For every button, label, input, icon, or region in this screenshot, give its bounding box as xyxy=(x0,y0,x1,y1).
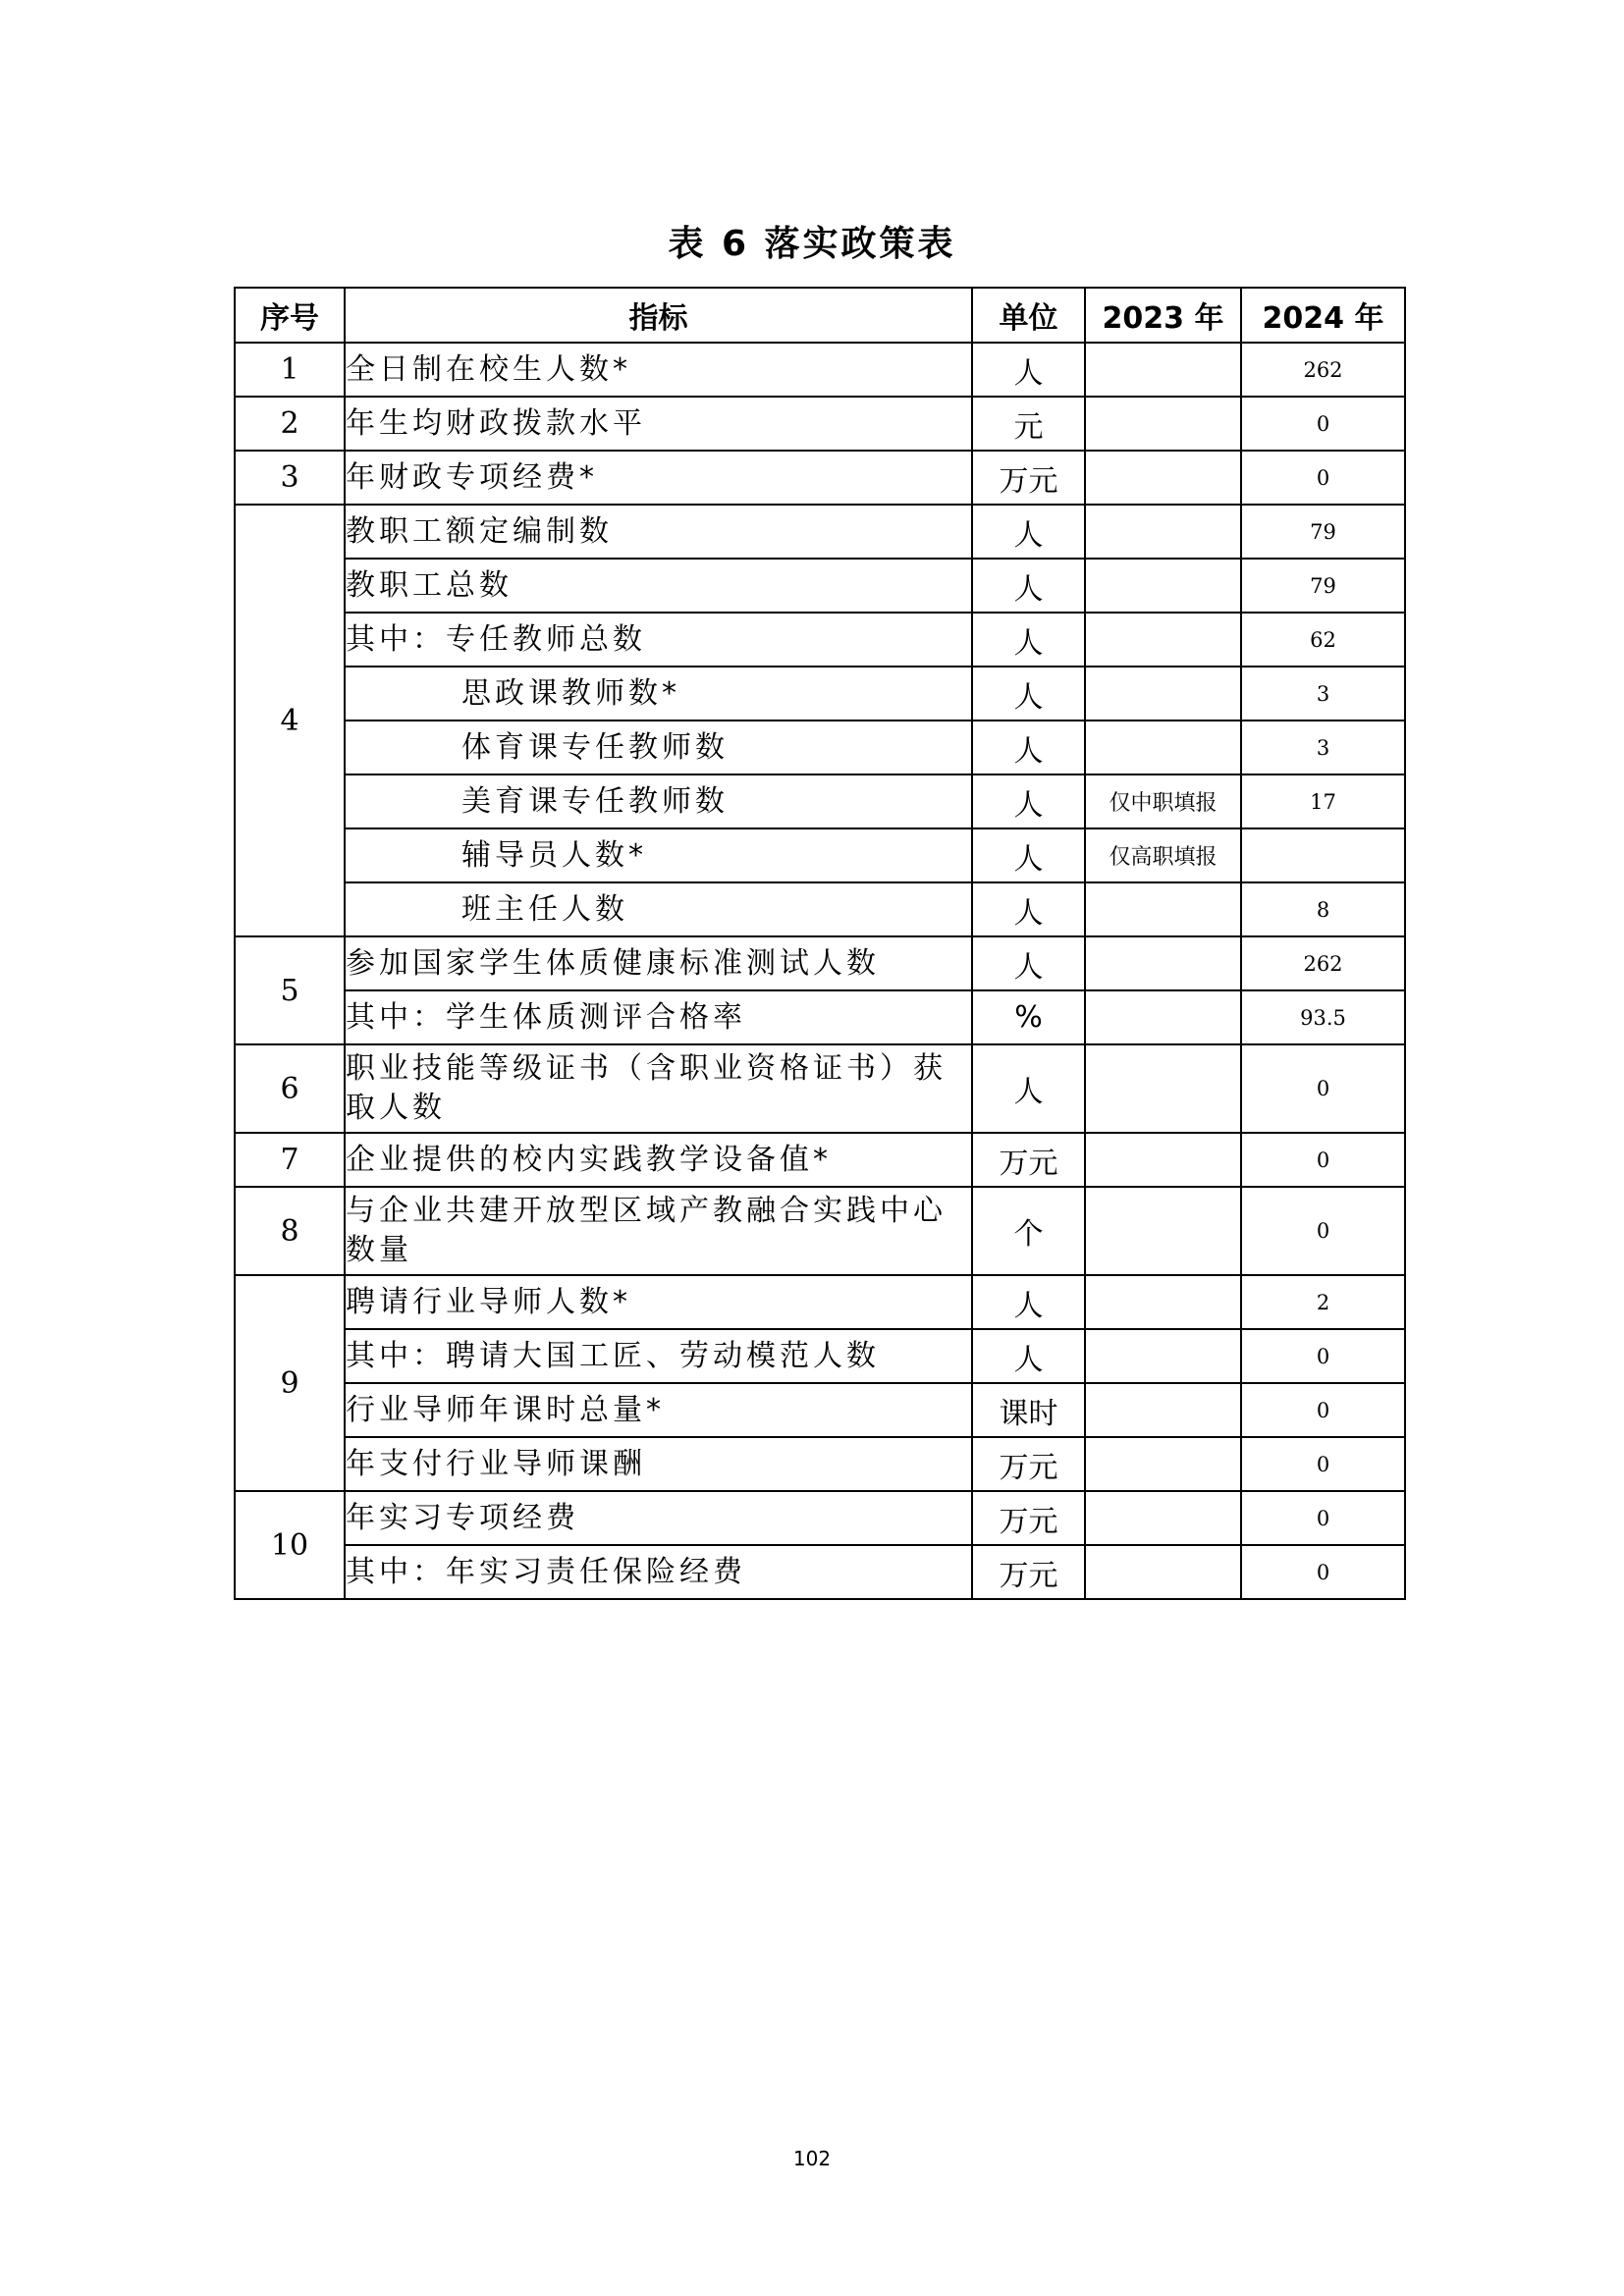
row-unit: 课时 xyxy=(972,1383,1085,1437)
row-2024-value: 0 xyxy=(1241,397,1405,451)
row-2023-value xyxy=(1085,1044,1241,1133)
row-2023-value xyxy=(1085,936,1241,990)
policy-table xyxy=(234,287,1406,1600)
row-2024-value: 262 xyxy=(1241,343,1405,397)
row-2023-value xyxy=(1085,1133,1241,1187)
row-2023-value xyxy=(1085,451,1241,505)
row-seq: 3 xyxy=(235,451,345,505)
page-number: 102 xyxy=(792,2147,832,2170)
row-indicator: 其中：聘请大国工匠、劳动模范人数 xyxy=(345,1329,972,1383)
row-2023-value xyxy=(1085,721,1241,774)
header-2024: 2024 年 xyxy=(1241,288,1405,343)
row-indicator: 教职工额定编制数 xyxy=(345,505,972,559)
row-2024-value xyxy=(1241,828,1405,882)
row-unit: 人 xyxy=(972,774,1085,828)
table-row xyxy=(235,343,1405,397)
row-indicator: 全日制在校生人数* xyxy=(345,343,972,397)
row-2023-value xyxy=(1085,1275,1241,1329)
row-2023-value xyxy=(1085,1329,1241,1383)
table-row xyxy=(235,667,1405,721)
row-indicator: 参加国家学生体质健康标准测试人数 xyxy=(345,936,972,990)
row-indicator: 年财政专项经费* xyxy=(345,451,972,505)
row-unit: 人 xyxy=(972,343,1085,397)
row-2024-value: 3 xyxy=(1241,721,1405,774)
row-2023-value xyxy=(1085,1491,1241,1545)
row-2024-value: 0 xyxy=(1241,1491,1405,1545)
row-indicator: 年实习专项经费 xyxy=(345,1491,972,1545)
table-header-row xyxy=(235,288,1405,343)
row-2024-value: 8 xyxy=(1241,882,1405,936)
table-row xyxy=(235,451,1405,505)
row-indicator: 其中：学生体质测评合格率 xyxy=(345,990,972,1044)
row-indicator: 美育课专任教师数 xyxy=(345,774,972,828)
row-seq: 4 xyxy=(235,505,345,936)
row-2023-value xyxy=(1085,559,1241,613)
row-unit: 人 xyxy=(972,1275,1085,1329)
row-2024-value: 2 xyxy=(1241,1275,1405,1329)
table-row xyxy=(235,397,1405,451)
row-2024-value: 0 xyxy=(1241,1329,1405,1383)
header-2023: 2023 年 xyxy=(1085,288,1241,343)
row-2023-value xyxy=(1085,1383,1241,1437)
row-2024-value: 3 xyxy=(1241,667,1405,721)
row-indicator: 班主任人数 xyxy=(345,882,972,936)
row-2023-value xyxy=(1085,1437,1241,1491)
row-2024-value: 0 xyxy=(1241,1545,1405,1599)
header-indicator: 指标 xyxy=(345,288,972,343)
row-indicator: 其中：年实习责任保险经费 xyxy=(345,1545,972,1599)
row-indicator: 企业提供的校内实践教学设备值* xyxy=(345,1133,972,1187)
row-2024-value: 62 xyxy=(1241,613,1405,667)
header-seq: 序号 xyxy=(235,288,345,343)
row-2023-note: 仅中职填报 xyxy=(1085,774,1241,828)
row-unit: 人 xyxy=(972,882,1085,936)
row-2023-value xyxy=(1085,343,1241,397)
row-unit: 万元 xyxy=(972,1545,1085,1599)
row-indicator: 与企业共建开放型区域产教融合实践中心数量 xyxy=(345,1187,972,1275)
table-row xyxy=(235,828,1405,882)
row-2023-value xyxy=(1085,667,1241,721)
row-2023-value xyxy=(1085,1187,1241,1275)
table-row xyxy=(235,1437,1405,1491)
row-indicator: 聘请行业导师人数* xyxy=(345,1275,972,1329)
row-indicator: 体育课专任教师数 xyxy=(345,721,972,774)
table-row xyxy=(235,1187,1405,1275)
row-2024-value: 93.5 xyxy=(1241,990,1405,1044)
row-unit: 人 xyxy=(972,559,1085,613)
row-2024-value: 0 xyxy=(1241,1437,1405,1491)
row-2024-value: 0 xyxy=(1241,451,1405,505)
table-row xyxy=(235,1329,1405,1383)
row-unit: 人 xyxy=(972,505,1085,559)
row-indicator: 其中：专任教师总数 xyxy=(345,613,972,667)
table-row xyxy=(235,613,1405,667)
table-row xyxy=(235,1133,1405,1187)
header-unit: 单位 xyxy=(972,288,1085,343)
row-seq: 9 xyxy=(235,1275,345,1491)
row-unit: 万元 xyxy=(972,1133,1085,1187)
table-row xyxy=(235,1545,1405,1599)
row-2024-value: 262 xyxy=(1241,936,1405,990)
row-2023-value xyxy=(1085,990,1241,1044)
row-2024-value: 0 xyxy=(1241,1133,1405,1187)
row-unit: 人 xyxy=(972,1044,1085,1133)
row-2024-value: 79 xyxy=(1241,505,1405,559)
row-unit: 人 xyxy=(972,721,1085,774)
row-unit: 人 xyxy=(972,613,1085,667)
row-2023-value xyxy=(1085,882,1241,936)
row-unit: 人 xyxy=(972,828,1085,882)
row-2023-value xyxy=(1085,397,1241,451)
row-seq: 5 xyxy=(235,936,345,1044)
row-2024-value: 17 xyxy=(1241,774,1405,828)
row-unit: 人 xyxy=(972,1329,1085,1383)
table-row xyxy=(235,1275,1405,1329)
row-unit: 人 xyxy=(972,667,1085,721)
row-2023-value xyxy=(1085,1545,1241,1599)
row-unit: 人 xyxy=(972,936,1085,990)
row-unit: 万元 xyxy=(972,451,1085,505)
row-2024-value: 0 xyxy=(1241,1383,1405,1437)
table-row xyxy=(235,721,1405,774)
table-row xyxy=(235,936,1405,990)
table-row xyxy=(235,1383,1405,1437)
table-row xyxy=(235,559,1405,613)
row-indicator: 教职工总数 xyxy=(345,559,972,613)
row-unit: 万元 xyxy=(972,1437,1085,1491)
table-row xyxy=(235,774,1405,828)
row-2024-value: 0 xyxy=(1241,1187,1405,1275)
row-2023-value xyxy=(1085,613,1241,667)
row-2023-value xyxy=(1085,505,1241,559)
row-indicator: 思政课教师数* xyxy=(345,667,972,721)
row-2023-note: 仅高职填报 xyxy=(1085,828,1241,882)
row-indicator: 年支付行业导师课酬 xyxy=(345,1437,972,1491)
row-unit: 个 xyxy=(972,1187,1085,1275)
row-unit: 元 xyxy=(972,397,1085,451)
page-title: 表 6 落实政策表 xyxy=(668,224,956,264)
row-2024-value: 0 xyxy=(1241,1044,1405,1133)
table-row xyxy=(235,505,1405,559)
row-unit: % xyxy=(972,990,1085,1044)
row-seq: 7 xyxy=(235,1133,345,1187)
row-seq: 8 xyxy=(235,1187,345,1275)
table-row xyxy=(235,882,1405,936)
row-indicator: 辅导员人数* xyxy=(345,828,972,882)
row-seq: 10 xyxy=(235,1491,345,1599)
row-indicator: 年生均财政拨款水平 xyxy=(345,397,972,451)
row-unit: 万元 xyxy=(972,1491,1085,1545)
table-row xyxy=(235,1491,1405,1545)
row-seq: 1 xyxy=(235,343,345,397)
table-row xyxy=(235,1044,1405,1133)
row-indicator: 行业导师年课时总量* xyxy=(345,1383,972,1437)
row-indicator: 职业技能等级证书（含职业资格证书）获取人数 xyxy=(345,1044,972,1133)
row-seq: 6 xyxy=(235,1044,345,1133)
table-row xyxy=(235,990,1405,1044)
row-seq: 2 xyxy=(235,397,345,451)
row-2024-value: 79 xyxy=(1241,559,1405,613)
